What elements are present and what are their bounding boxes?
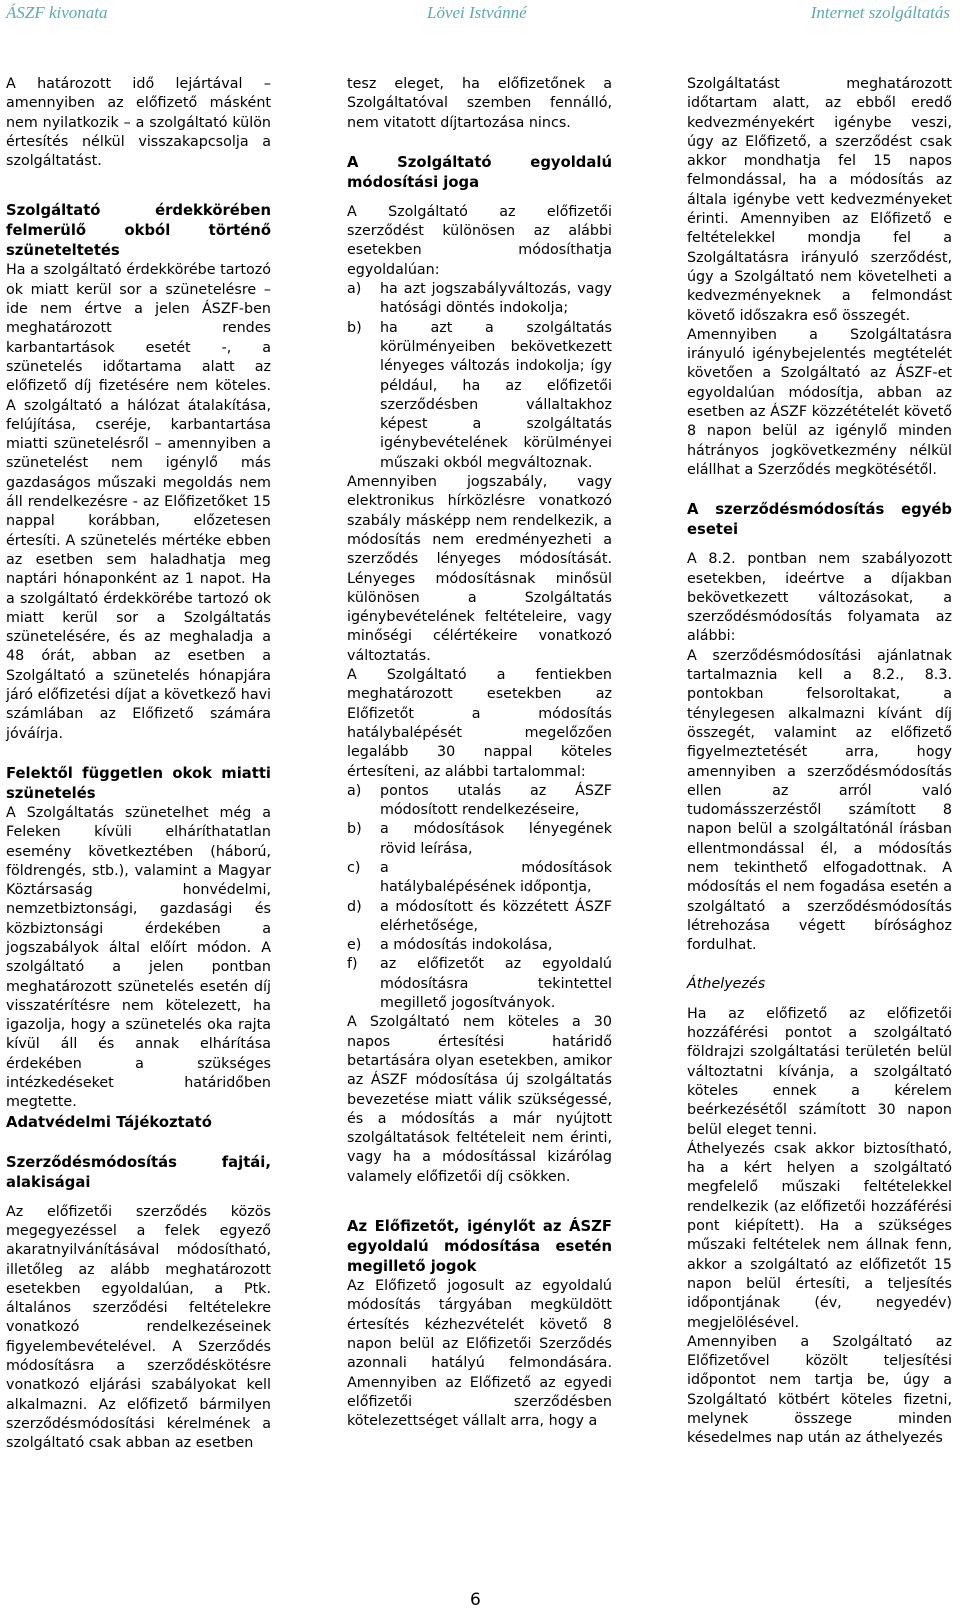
list bbox=[347, 280, 612, 473]
list-item: b) a módosítások lényegének rövid leírása, bbox=[347, 821, 612, 857]
section-heading: Az Előfizetőt, igénylőt az ÁSZF egyoldalú módosítása esetén megillető jogok bbox=[347, 1218, 612, 1276]
paragraph: A Szolgáltatás szünetelhet még a Feleken kívüli elháríthatatlan esemény következtében (háború, földrengés, stb.), valamint a Magyar Köztársaság honvédelmi, nemzetbiztonsági, gazdasági és közbiztonsági érdekében a jogszabályok által előírt módon. A szolgáltató a jelen pontban meghatározott szünetelés esetén díj visszatérítésre nem kötelezett, ha igazolja, hogy a szünetelés oka rajta kívül áll és annak elhárítása érdekében a szükséges intézkedéseket határidőben megtette. bbox=[6, 804, 271, 1111]
page-number: 6 bbox=[470, 1590, 481, 1610]
page-header bbox=[0, 0, 960, 30]
paragraph: A Szolgáltató a fentiekben meghatározott esetekben az Előfizetőt a módosítás hatálybalépését megelőzően legalább 30 nappal köteles értesíteni, az alábbi tartalommal: bbox=[347, 667, 612, 780]
paragraph: Szolgáltatást meghatározott időtartam alatt, az ebből eredő kedvezményekért igénybe veszi, úgy az Előfizető, a szerződést csak akkor mondhatja fel 15 napos felmondással, ha a módosítás az általa igénybe vett kedvezményeket érinti. Amennyiben az Előfizető e feltételekkel mondja fel a Szolgáltatásra irányuló szerződést, úgy a Szolgáltató nem követelheti a kedvezményeknek a felmondást követő időszakra eső összegét. bbox=[687, 76, 952, 324]
paragraph: A szerződésmódosítási ajánlatnak tartalmaznia kell a 8.2., 8.3. pontokban felsoroltakat, a ténylegesen alkalmazni kívánt díj összegét, valamint az előfizető figyelmeztetését arra, hogy amennyiben a szerződésmódosítás ellen az arról való tudomásszerzéstől számított 8 napon belül a szolgáltatónál írásban ellentmondással él, a módosítás nem tekinthető elfogadottnak. A módosítás el nem fogadása esetén a szolgáltató a szerződésmódosítás létrehozása végett bírósághoz fordulhat. bbox=[687, 647, 952, 954]
paragraph: A Szolgáltató nem köteles a 30 napos értesítési határidő betartására olyan esetekben, amikor az ÁSZF módosítása új szolgáltatás bevezetése miatt válik szükségessé, és a módosítás a már nyújtott szolgáltatások feltételeit nem érinti, vagy ha a módosítással kizárólag valamely előfizetői díj csökken. bbox=[347, 1014, 612, 1185]
section-heading-italic: Áthelyezés bbox=[687, 976, 766, 993]
paragraph: Amennyiben a Szolgáltatásra irányuló igénybejelentés megtételét követően a Szolgáltató az ÁSZF-et egyoldalúan módosítja, abban az esetben az ÁSZF közzétételét követő 8 napon belül az igénylő minden hátrányos jogkövetkezmény nélkül elállhat a Szerződés megkötésétől. bbox=[687, 326, 952, 478]
section-heading: Szolgáltató érdekkörében felmerülő okból történő szüneteltetés bbox=[6, 202, 271, 260]
paragraph: Amennyiben jogszabály, vagy elektronikus hírközlésre vonatkozó szabály másképp nem rendelkezik, a módosítás nem eredményezheti a szerződés lényeges módosítását. Lényeges módosításnak minősül különösen a Szolgáltatás igénybevételének feltételeire, vagy minőségi célértékeire vonatkozó változtatás. bbox=[347, 474, 612, 664]
column-1 bbox=[6, 75, 271, 1454]
paragraph: A határozott idő lejártával – amennyiben az előfizető másként nem nyilatkozik – a szolgáltató külön értesítés nélkül visszakapcsolja a szolgáltatást. bbox=[6, 76, 271, 170]
paragraph: Az előfizetői szerződés közös megegyezéssel a felek egyező akaratnyilvánításával módosítható, illetőleg az alább meghatározott esetekben egyoldalúan, a Ptk. általános szerződési feltételekre vonatkozó rendelkezéseinek figyelembevételével. A Szerződés módosításra a szerződéskötésre vonatkozó eljárási szabályokat kell alkalmazni. Az előfizető bármilyen szerződésmódosítási kérelmének a szolgáltató csak abban az esetben bbox=[6, 1203, 271, 1452]
section-heading: A szerződésmódosítás egyéb esetei bbox=[687, 501, 952, 539]
section-heading: Felektől független okok miatti szünetelés bbox=[6, 764, 271, 802]
list-item: a) ha azt jogszabályváltozás, vagy hatósági döntés indokolja; bbox=[347, 281, 612, 317]
list bbox=[347, 782, 612, 1014]
paragraph: A 8.2. pontban nem szabályozott esetekben, ideértve a díjakban bekövetkezett változásokat, a szerződésmódosítás folyamata az alábbi: bbox=[687, 551, 952, 645]
paragraph: tesz eleget, ha előfizetőnek a Szolgáltatóval szemben fennálló, nem vitatott díjtartozása nincs. bbox=[347, 76, 612, 131]
section-heading: Szerződésmódosítás fajtái, alakiságai bbox=[6, 1153, 271, 1191]
paragraph: Ha a szolgáltató érdekkörébe tartozó ok miatt kerül sor a szünetelésre – ide nem értve a jelen ÁSZF-ben meghatározott rendes karbantartások esetét -, a szünetelés időtartama alatt az előfizető díj fizetésére nem köteles. A szolgáltató a hálózat átalakítása, felújítása, cseréje, karbantartása miatti szünetelésről – amennyiben a szünetelést nem igénylő más gazdaságos műszaki megoldás nem áll rendelkezésre - az Előfizetőket 15 nappal korábban, előzetesen értesíti. A szünetelés mértéke ebben az esetben sem haladhatja meg naptári hónaponként az 1 napot. Ha a szolgáltató érdekkörébe tartozó ok miatt kerül sor a Szolgáltatás szünetelésére, és az meghaladja a 48 órát, abban az esetben a Szolgáltató a szünetelés hónapjára járó előfizetési díjat a következő havi számlában az Előfizető számára jóváírja. bbox=[6, 262, 272, 742]
header-left: ÁSZF kivonata bbox=[6, 3, 108, 22]
list-item: e) a módosítás indokolása, bbox=[347, 937, 553, 954]
list-item: a) pontos utalás az ÁSZF módosított rendelkezéseire, bbox=[347, 782, 612, 819]
section-heading: A Szolgáltató egyoldalú módosítási joga bbox=[347, 153, 612, 191]
list-item: b) ha azt a szolgáltatás körülményeiben bekövetkezett lényeges változás indokolja; így például, ha az előfizetői szerződésben vállaltakhoz képest a szolgáltatás igénybevételének körülményei műszaki okból megváltoznak. bbox=[347, 319, 612, 471]
header-right: Internet szolgáltatás bbox=[810, 3, 950, 22]
header-center: Lövei Istvánné bbox=[427, 3, 527, 22]
paragraph: Ha az előfizető az előfizetői hozzáférési pontot a szolgáltató földrajzi szolgáltatási területén belül változtatni kívánja, a szolgáltató köteles ennek a kérelem beérkezésétől számított 30 napon belül eleget tenni. bbox=[687, 1005, 952, 1138]
paragraph: Az Előfizető jogosult az egyoldalú módosítás tárgyában megküldött értesítés kézhezvételét követő 8 napon belül az Előfizetői Szerződés azonnali hatályú felmondására. Amennyiben az Előfizető az egyedi előfizetői szerződésben kötelezettséget vállalt arra, hogy a bbox=[347, 1278, 612, 1430]
paragraph: A Szolgáltató az előfizetői szerződést különösen az alábbi esetekben módosíthatja egyoldalúan: bbox=[347, 203, 612, 278]
column-2 bbox=[347, 75, 612, 1431]
list-item: c) a módosítások hatálybalépésének időpontja, bbox=[347, 859, 612, 896]
section-heading: Adatvédelmi Tájékoztató bbox=[6, 1113, 212, 1131]
list-item: d) a módosított és közzétett ÁSZF elérhetősége, bbox=[347, 898, 612, 934]
paragraph: Áthelyezés csak akkor biztosítható, ha a kért helyen a szolgáltató megfelelő műszaki feltételekkel rendelkezik (az előfizetői hozzáférési pont kiépített). Ha a szükséges műszaki feltételek nem állnak fenn, akkor a szolgáltató az előfizetőt 15 napon belül értesíti, a teljesítés időpontjának (év, negyedév) megjelölésével. bbox=[687, 1140, 952, 1331]
paragraph: Amennyiben a Szolgáltató az Előfizetővel közölt teljesítési időpontot nem tartja be, úgy a Szolgáltató kötbért köteles fizetni, melynek összege minden késedelmes nap után az áthelyezés bbox=[687, 1333, 952, 1447]
column-3 bbox=[687, 75, 952, 1449]
list-item: f) az előfizetőt az egyoldalú módosításra tekintettel megillető jogosítványok. bbox=[347, 956, 612, 1012]
